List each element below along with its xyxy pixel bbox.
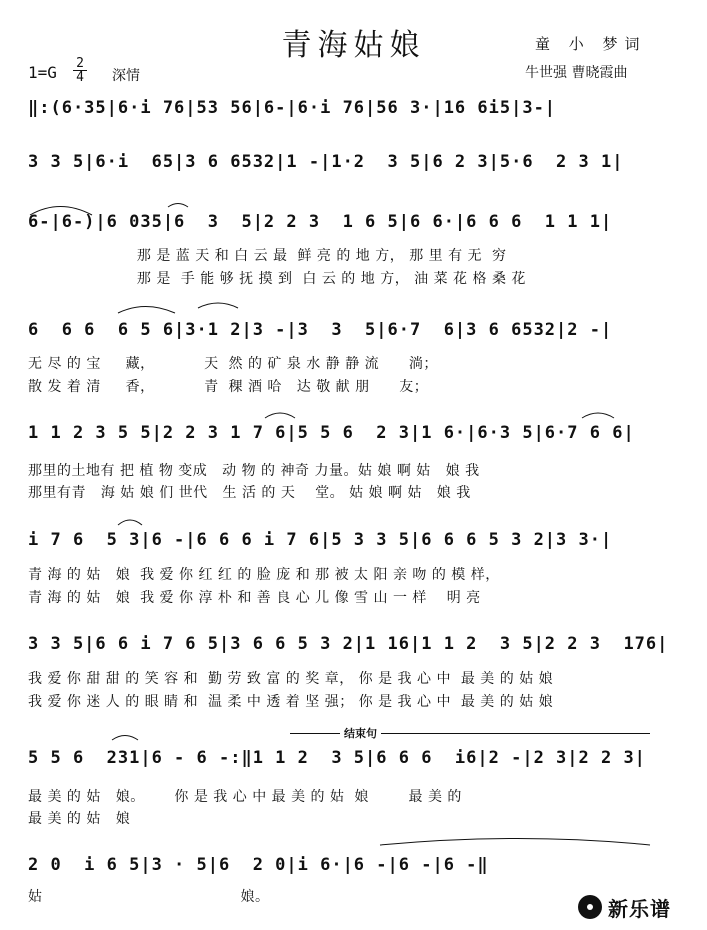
lyric-verse-2: 最 美 的 姑 娘: [28, 811, 131, 827]
logo-text: 新乐谱: [608, 896, 671, 921]
notation-line: 6 6 6 6 5 6|3·1 2|3 -|3 3 5|6·7 6|3 6 6532|2 -|: [28, 320, 613, 340]
notation-line: 6-|6-)|6 035|6 3 5|2 2 3 1 6 5|6 6·|6 6 6 1 1 1|: [28, 212, 613, 232]
music-disc-icon: [578, 895, 602, 919]
lyric-verse-1: 我 爱 你 甜 甜 的 笑 容 和 勤 劳 致 富 的 奖 章， 你 是 我 心 中 最 美 的 姑 娘: [28, 671, 554, 687]
tempo-marking: 深情: [112, 68, 140, 84]
site-logo: [578, 892, 698, 922]
lyric-verse-2: 散 发 着 清 香， 青 稞 酒 哈 达 敬 献 朋 友；: [28, 379, 429, 395]
lyric-verse-1: 那里的土地有 把 植 物 变成 动 物 的 神奇 力量。姑 娘 啊 姑 娘 我: [28, 463, 480, 479]
lyric-verse-1: 姑 娘。: [28, 889, 270, 905]
lyric-verse-1: 最 美 的 姑 娘。 你 是 我 心 中 最 美 的 姑 娘 最 美 的: [28, 789, 462, 805]
notation-line: 5 5 6 231|6 - 6 -:‖1 1 2 3 5|6 6 6 i6|2 -|2 3|2 2 3|: [28, 748, 646, 768]
lyric-verse-2: 那里有青 海 姑 娘 们 世代 生 活 的 天 堂。 姑 娘 啊 姑 娘 我: [28, 485, 471, 501]
lyric-verse-2: 我 爱 你 迷 人 的 眼 睛 和 温 柔 中 透 着 坚 强； 你 是 我 心 中 最 美 的 姑 娘: [28, 694, 554, 710]
notation-line: 1 1 2 3 5 5|2 2 3 1 7 6|5 5 6 2 3|1 6·|6·3 5|6·7 6 6|: [28, 423, 635, 443]
composer-credit: 牛世强 曹晓霞曲: [525, 65, 628, 81]
time-denominator: 4: [76, 70, 84, 85]
lyric-verse-2: 那 是 手 能 够 抚 摸 到 白 云 的 地 方， 油 菜 花 格 桑 花: [28, 271, 526, 287]
notation-line: 2 0 i 6 5|3 · 5|6 2 0|i 6·|6 -|6 -|6 -‖: [28, 855, 489, 875]
ending-label: 结束句: [340, 725, 381, 741]
lyric-verse-2: 青 海 的 姑 娘 我 爱 你 淳 朴 和 善 良 心 儿 像 雪 山 一 样 明 亮: [28, 590, 481, 606]
ending-bracket: [290, 727, 650, 739]
notation-line: 3 3 5|6·i 65|3 6 6532|1 -|1·2 3 5|6 2 3|5·6 2 3 1|: [28, 152, 624, 172]
notation-line: ‖:(6·35|6·i 76|53 56|6-|6·i 76|56 3·|16 6i5|3-|: [28, 98, 557, 118]
lyric-verse-1: 那 是 蓝 天 和 白 云 最 鲜 亮 的 地 方， 那 里 有 无 穷: [28, 248, 507, 264]
notation-line: 3 3 5|6 6 i 7 6 5|3 6 6 5 3 2|1 16|1 1 2 3 5|2 2 3 176|: [28, 634, 669, 654]
lyricist-credit: 童 小 梦词: [535, 35, 647, 53]
notation-line: i 7 6 5 3|6 -|6 6 6 i 7 6|5 3 3 5|6 6 6 5 3 2|3 3·|: [28, 530, 613, 550]
page-title: 青海姑娘: [281, 28, 426, 63]
time-numerator: 2: [73, 57, 87, 71]
key-signature: 1=G: [28, 63, 57, 82]
lyric-verse-1: 青 海 的 姑 娘 我 爱 你 红 红 的 脸 庞 和 那 被 太 阳 亲 吻 的 模 样，: [28, 567, 500, 583]
lyric-verse-1: 无 尽 的 宝 藏， 天 然 的 矿 泉 水 静 静 流 淌；: [28, 356, 438, 372]
time-signature: [73, 57, 87, 84]
